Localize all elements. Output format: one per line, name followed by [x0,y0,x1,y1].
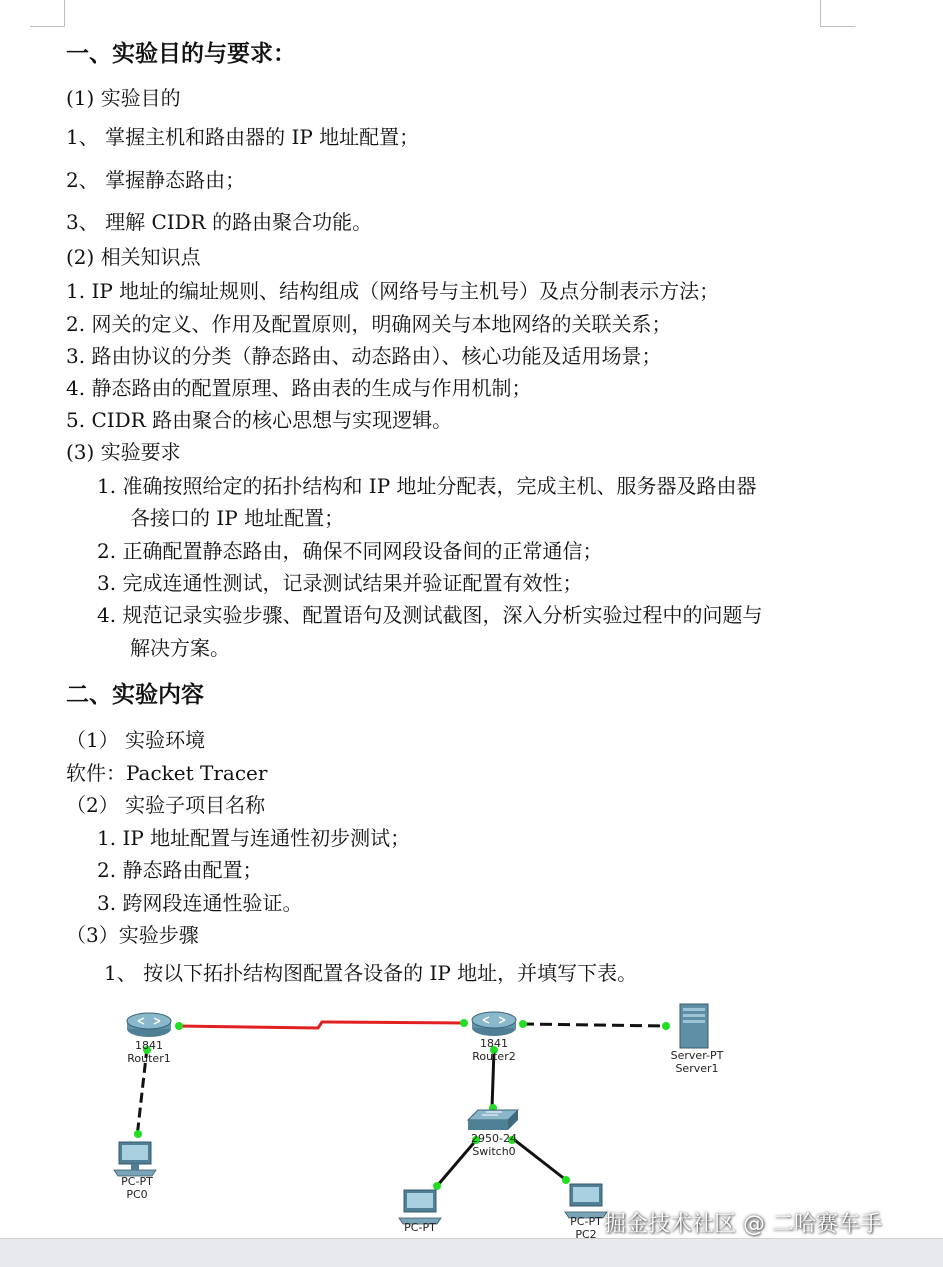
knowledge-item: 5. CIDR 路由聚合的核心思想与实现逻辑。 [66,408,453,432]
pc2-icon [565,1184,607,1218]
goal-item: 1、 掌握主机和路由器的 IP 地址配置； [66,125,420,149]
purpose-subheading: (1) 实验目的 [66,86,181,110]
router1-icon [127,1013,171,1037]
watermark-text: 掘金技术社区 @ 二哈赛车手 [604,1212,882,1237]
ethernet-link-switch0-pc2 [512,1138,566,1180]
router2-model-label: 1841 [480,1037,508,1050]
requirement-item: 1. 准确按照给定的拓扑结构和 IP 地址分配表，完成主机、服务器及路由器 [97,474,757,498]
pc2-model-label: PC-PT [570,1215,602,1228]
server1-icon [680,1004,708,1048]
pc0-model-label: PC-PT [121,1175,153,1188]
switch0-model-label: 2950-24 [471,1132,517,1145]
switch0-icon [468,1110,518,1130]
pc2-name-label: PC2 [575,1228,597,1238]
requirement-item: 4. 规范记录实验步骤、配置语句及测试截图，深入分析实验过程中的问题与 [97,603,763,627]
subproject-item: 2. 静态路由配置； [97,858,263,882]
router1-model-label: 1841 [135,1039,163,1052]
step-1-text: 1、 按以下拓扑结构图配置各设备的 IP 地址，并填写下表。 [104,961,638,985]
requirement-item: 3. 完成连通性测试，记录测试结果并验证配置有效性； [97,571,583,595]
steps-subheading: （3）实验步骤 [66,923,199,947]
pc1-icon [399,1190,441,1224]
page-corner-mark-top-right [820,0,855,27]
server1-model-label: Server-PT [670,1049,724,1062]
pc0-name-label: PC0 [126,1188,148,1201]
knowledge-item: 4. 静态路由的配置原理、路由表的生成与作用机制； [66,376,532,400]
port-status-indicators [134,1019,670,1190]
knowledge-item: 1. IP 地址的编址规则、结构组成（网络号与主机号）及点分制表示方法； [66,279,720,303]
knowledge-item: 2. 网关的定义、作用及配置原则，明确网关与本地网络的关联关系； [66,312,672,336]
environment-subheading: （1） 实验环境 [66,728,206,752]
section-1-heading: 一、实验目的与要求： [66,40,296,67]
subproject-subheading: （2） 实验子项目名称 [66,793,266,817]
goal-item: 2、 掌握静态路由； [66,168,246,192]
router2-name-label: Router2 [472,1050,516,1063]
knowledge-item: 3. 路由协议的分类（静态路由、动态路由）、核心功能及适用场景； [66,344,662,368]
requirement-item-continued: 各接口的 IP 地址配置； [130,506,345,530]
section-2-heading: 二、实验内容 [66,681,204,708]
switch0-name-label: Switch0 [472,1145,516,1158]
network-topology-diagram [0,990,943,1238]
server1-name-label: Server1 [675,1062,719,1075]
subproject-item: 3. 跨网段连通性验证。 [97,891,303,915]
ethernet-link-router2-server1 [522,1024,666,1026]
router1-name-label: Router1 [127,1052,171,1065]
serial-link-router1-router2 [178,1022,465,1028]
requirements-subheading: (3) 实验要求 [66,440,181,464]
pc0-icon [114,1142,156,1176]
software-line: 软件：Packet Tracer [66,761,268,785]
page-corner-mark-top-left [30,0,65,27]
requirement-item-continued: 解决方案。 [130,636,230,660]
subproject-item: 1. IP 地址配置与连通性初步测试； [97,826,411,850]
pc1-model-label: PC-PT [404,1221,436,1234]
bottom-status-bar [0,1238,943,1267]
router2-icon [472,1012,516,1036]
knowledge-subheading: (2) 相关知识点 [66,245,201,269]
requirement-item: 2. 正确配置静态路由，确保不同网段设备间的正常通信； [97,539,603,563]
goal-item: 3、 理解 CIDR 的路由聚合功能。 [66,210,373,234]
